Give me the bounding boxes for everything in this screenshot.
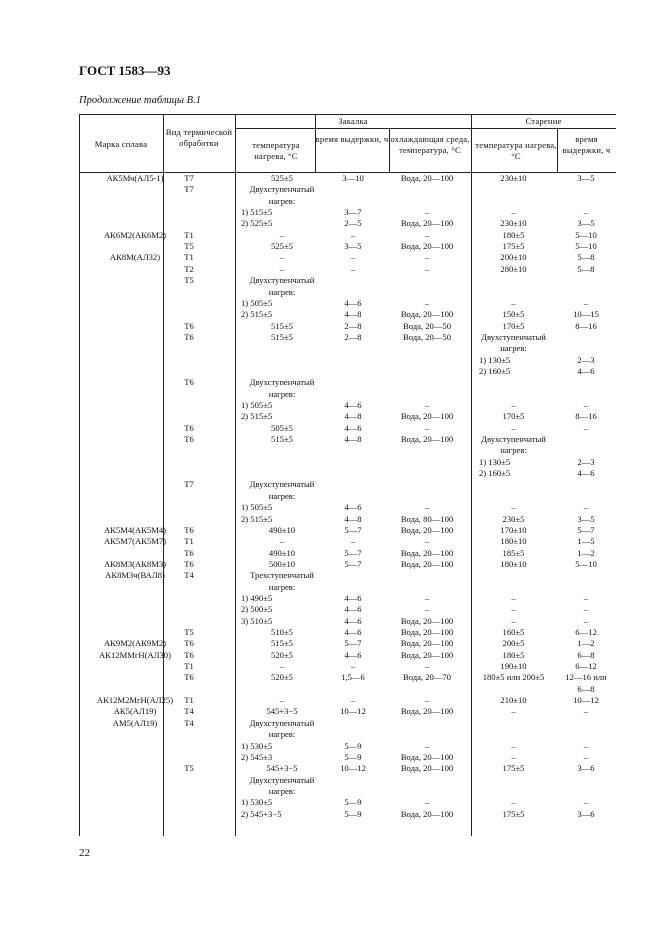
cell-quench-time: 2—8 (344, 320, 362, 331)
cell-quench-time: – (350, 252, 356, 263)
cell-treatment: Т5 (184, 763, 194, 774)
header-alloy: Марка сплава (94, 139, 148, 149)
cell-aging-temp: – (511, 740, 516, 751)
cell-treatment: Т1 (184, 229, 194, 240)
cell-quench-temp: 2) 545+3−5 (241, 808, 282, 819)
cell-alloy: АК12М2МгН(АЛ25) (96, 695, 174, 706)
cell-aging-temp: – (511, 751, 516, 762)
cell-aging-time: 2—3 (577, 354, 595, 365)
cell-aging-time: 1—2 (577, 547, 595, 558)
cell-quench-medium: – (424, 604, 430, 615)
cell-quench-time: 4—8 (344, 309, 362, 320)
cell-aging-time: – (583, 604, 589, 615)
cell-aging-time: 6—8 (577, 683, 595, 694)
cell-quench-temp: Трехступенчатый (250, 570, 314, 581)
cell-quench-time: 4—8 (344, 513, 362, 524)
cell-aging-temp: 170±5 (502, 320, 525, 331)
cell-quench-temp: Двухступенчатый (249, 717, 315, 728)
cell-quench-time: 4—6 (344, 502, 362, 513)
cell-treatment: Т6 (184, 672, 194, 683)
cell-quench-time: 4—6 (344, 649, 362, 660)
table-top-border (79, 114, 616, 115)
cell-quench-medium: – (424, 400, 430, 410)
cell-aging-temp: Двухступенчатый (481, 434, 546, 445)
cell-quench-medium: – (424, 422, 430, 433)
cell-quench-temp: 515±5 (271, 638, 293, 649)
cell-aging-time: 3—5 (577, 513, 595, 524)
cell-aging-temp: 170±10 (500, 524, 527, 535)
cell-aging-time: 6—12 (575, 661, 597, 672)
cell-quench-time: 5—9 (344, 808, 362, 819)
cell-quench-time: 4—6 (344, 604, 362, 615)
cell-aging-time: 6—8 (577, 649, 595, 660)
column-divider (235, 114, 236, 836)
cell-treatment: Т5 (184, 627, 194, 637)
cell-quench-medium: Вода, 80—100 (400, 513, 454, 524)
cell-aging-time: 1—2 (577, 638, 595, 649)
cell-treatment: Т6 (184, 422, 194, 433)
cell-quench-time: 5—7 (344, 558, 362, 569)
cell-treatment: Т7 (184, 173, 194, 183)
cell-quench-temp: – (279, 536, 285, 547)
cell-quench-time: 3—5 (344, 241, 362, 252)
cell-quench-temp: 1) 515±5 (241, 207, 273, 218)
cell-quench-medium: Вода, 20—100 (400, 434, 454, 445)
cell-quench-time: 4—6 (344, 615, 362, 626)
cell-quench-medium: Вода, 20—50 (402, 331, 452, 342)
cell-quench-temp: нагрев: (268, 785, 296, 796)
cell-aging-time: 10—15 (573, 309, 599, 320)
cell-quench-temp: Двухступенчатый (249, 184, 315, 195)
cell-quench-temp: 2) 525±5 (241, 218, 273, 229)
cell-quench-temp: нагрев: (268, 729, 296, 740)
cell-quench-time: – (350, 536, 356, 547)
cell-quench-temp: – (279, 661, 285, 672)
cell-aging-temp: – (511, 604, 516, 615)
cell-quench-temp: 545+3−5 (266, 763, 298, 774)
cell-quench-temp: нагрев: (268, 195, 296, 206)
cell-aging-temp: 230±10 (500, 173, 527, 183)
cell-aging-time: – (583, 751, 589, 762)
cell-quench-temp: Двухступенчатый (249, 377, 315, 388)
cell-quench-medium: Вода, 20—70 (402, 672, 452, 683)
cell-aging-temp: 190±10 (500, 661, 527, 672)
cell-aging-temp: нагрев: (500, 343, 527, 354)
cell-aging-temp: 230±5 (502, 513, 525, 524)
cell-quench-medium: Вода, 20—100 (400, 218, 454, 229)
cell-aging-time: 5—10 (575, 558, 597, 569)
cell-quench-time: 1,5—6 (341, 672, 365, 683)
cell-aging-time: – (583, 297, 589, 308)
cell-treatment: Т5 (184, 241, 194, 252)
cell-aging-temp: 200±10 (500, 252, 527, 263)
cell-aging-temp: 180±10 (500, 558, 527, 569)
cell-aging-temp: 180±5 или 200±5 (482, 672, 545, 683)
cell-quench-medium: Вода, 20—100 (400, 411, 454, 422)
cell-aging-time: 4—6 (577, 365, 595, 376)
cell-alloy: АК8М3(АК8М3) (103, 558, 167, 569)
cell-aging-temp: 180±10 (500, 536, 527, 547)
cell-quench-time: 5—9 (344, 751, 362, 762)
cell-quench-medium: – (424, 263, 430, 274)
cell-quench-temp: 505±5 (271, 422, 293, 433)
cell-quench-temp: 515±5 (271, 434, 293, 445)
cell-aging-temp: – (511, 297, 516, 308)
cell-aging-temp: 200±5 (502, 638, 525, 649)
cell-aging-temp: 2) 160±5 (479, 468, 511, 479)
cell-alloy: АК6М2(АК6М2) (103, 229, 167, 240)
cell-treatment: Т7 (184, 184, 194, 195)
cell-quench-time: 4—6 (344, 592, 362, 603)
cell-quench-temp: нагрев: (268, 581, 296, 592)
cell-quench-medium: Вода, 20—100 (400, 547, 454, 558)
cell-aging-temp: 175±5 (502, 763, 525, 774)
cell-aging-temp: 175±5 (502, 808, 525, 819)
cell-quench-temp: Двухступенчатый (249, 275, 315, 286)
cell-quench-temp: 490±10 (268, 524, 296, 535)
cell-aging-temp: нагрев: (500, 445, 527, 456)
cell-aging-temp: 185±5 (502, 547, 525, 558)
cell-treatment: Т2 (184, 263, 194, 274)
cell-aging-time: – (583, 207, 589, 218)
cell-alloy: АК5М7(АК5М7) (103, 536, 167, 547)
page-number: 22 (79, 847, 90, 859)
cell-quench-time: 4—8 (344, 411, 362, 422)
cell-quench-time: 2—8 (344, 331, 362, 342)
cell-quench-medium: – (424, 502, 430, 513)
cell-alloy: АК5Мч(АЛ5-1) (106, 173, 164, 183)
cell-aging-temp: – (511, 207, 516, 218)
cell-aging-time: 3—5 (577, 218, 595, 229)
cell-quench-temp: нагрев: (268, 388, 296, 399)
cell-aging-temp: 230±10 (500, 218, 527, 229)
cell-quench-time: – (350, 661, 356, 672)
cell-quench-medium: Вода, 20—50 (402, 320, 452, 331)
cell-treatment: Т6 (184, 524, 194, 535)
cell-aging-temp: – (511, 592, 516, 603)
cell-quench-medium: – (424, 536, 430, 547)
cell-quench-temp: 3) 510±5 (241, 615, 273, 626)
cell-aging-time: 3—5 (577, 173, 595, 183)
cell-quench-temp: 490±10 (268, 547, 296, 558)
cell-treatment: Т6 (184, 638, 194, 649)
cell-quench-temp: Двухступенчатый (249, 479, 315, 490)
cell-quench-medium: Вода, 20—100 (400, 627, 454, 637)
cell-quench-time: 4—6 (344, 627, 362, 637)
cell-quench-temp: 1) 530±5 (241, 740, 273, 751)
cell-quench-temp: 1) 530±5 (241, 797, 273, 808)
cell-aging-temp: – (511, 422, 516, 433)
cell-aging-time: – (583, 502, 589, 513)
cell-treatment: Т4 (184, 717, 194, 728)
cell-quench-temp: 500±10 (268, 558, 296, 569)
cell-quench-time: 3—10 (342, 173, 364, 183)
cell-quench-medium: – (424, 797, 430, 808)
cell-aging-temp: 1) 130±5 (479, 354, 511, 365)
cell-quench-time: 5—7 (344, 547, 362, 558)
cell-quench-time: – (350, 263, 356, 274)
cell-aging-time: – (583, 592, 589, 603)
cell-quench-medium: Вода, 20—100 (400, 706, 454, 717)
cell-quench-time: 10—12 (340, 706, 366, 717)
cell-quench-time: 5—7 (344, 524, 362, 535)
cell-aging-time: 5—8 (577, 263, 595, 274)
cell-aging-temp: – (511, 706, 516, 717)
cell-quench-medium: – (424, 252, 430, 263)
header-quench-time: время выдержки, ч (315, 134, 389, 144)
cell-quench-temp: 2) 515±5 (241, 411, 273, 422)
cell-aging-time: 5—10 (575, 229, 597, 240)
cell-aging-time: 8—16 (575, 320, 597, 331)
cell-aging-time: 12—16 или (565, 672, 607, 683)
cell-aging-temp: 150±5 (502, 309, 525, 320)
table-caption: Продолжение таблицы В.1 (79, 95, 201, 106)
cell-quench-temp: 525±5 (271, 173, 293, 183)
cell-treatment: Т6 (184, 558, 194, 569)
header-quench-temp: температура нагрева, °С (252, 140, 300, 161)
cell-aging-time: 3—6 (577, 808, 595, 819)
cell-aging-temp: 210±10 (500, 695, 527, 706)
cell-quench-time: 4—8 (344, 434, 362, 445)
cell-treatment: Т7 (184, 479, 194, 490)
data-table (79, 114, 616, 836)
cell-alloy: АМ5(АЛ19) (112, 717, 158, 728)
cell-aging-time: 8—16 (575, 411, 597, 422)
cell-aging-temp: – (511, 615, 516, 626)
header-quench-medium: охлаждающая среда, температура, °С (390, 134, 470, 155)
cell-quench-temp: 515±5 (271, 320, 293, 331)
cell-aging-time: 5—10 (575, 241, 597, 252)
cell-quench-temp: 520±5 (271, 649, 293, 660)
cell-aging-time: 5—8 (577, 252, 595, 263)
cell-aging-time: 2—3 (577, 456, 595, 467)
cell-aging-temp: 175±5 (502, 241, 525, 252)
cell-quench-temp: 525±5 (271, 241, 293, 252)
cell-treatment: Т6 (184, 434, 194, 445)
cell-quench-temp: – (279, 695, 285, 706)
cell-aging-time: 1—5 (577, 536, 595, 547)
cell-aging-temp: – (511, 797, 516, 808)
cell-quench-time: 4—6 (344, 297, 362, 308)
cell-aging-time: – (583, 706, 589, 717)
cell-treatment: Т6 (184, 331, 194, 342)
cell-quench-temp: 2) 500±5 (241, 604, 273, 615)
cell-quench-medium: Вода, 20—100 (400, 763, 454, 774)
cell-aging-time: 6—12 (575, 627, 597, 637)
cell-quench-temp: 515±5 (271, 331, 293, 342)
cell-treatment: Т1 (184, 695, 194, 706)
cell-quench-medium: Вода, 20—100 (400, 173, 454, 183)
cell-treatment: Т1 (184, 252, 194, 263)
cell-alloy: АК12ММгН(АЛ30) (99, 649, 171, 660)
cell-quench-time: 3—7 (344, 207, 362, 218)
header-group-divider (235, 128, 616, 129)
cell-treatment: Т6 (184, 547, 194, 558)
cell-quench-temp: Двухступенчатый (249, 774, 315, 785)
cell-quench-time: – (350, 229, 356, 240)
cell-quench-medium: Вода, 20—100 (400, 649, 454, 660)
cell-aging-temp: 180±5 (502, 229, 525, 240)
cell-aging-temp: Двухступенчатый (481, 331, 546, 342)
cell-aging-time: – (583, 740, 589, 751)
cell-aging-temp: 180±5 (502, 649, 525, 660)
cell-quench-medium: Вода, 20—100 (400, 558, 454, 569)
cell-treatment: Т6 (184, 649, 194, 660)
cell-alloy: АК8М3ч(ВАЛ8) (105, 570, 165, 581)
cell-alloy: АК8М(АЛ32) (109, 252, 161, 263)
document-code: ГОСТ 1583—93 (79, 63, 171, 78)
cell-quench-time: 10—12 (340, 763, 366, 774)
cell-treatment: Т6 (184, 377, 194, 388)
cell-quench-medium: – (424, 592, 430, 603)
header-quench-group: Закалка (338, 116, 368, 126)
cell-aging-time: – (583, 422, 589, 433)
cell-alloy: АК5М4(АК5М4) (103, 524, 167, 535)
cell-quench-medium: Вода, 20—100 (400, 751, 454, 762)
cell-aging-temp: 1) 130±5 (479, 456, 511, 467)
cell-aging-temp: 280±10 (500, 263, 527, 274)
cell-quench-temp: 1) 490±5 (241, 592, 273, 603)
cell-quench-medium: – (424, 297, 430, 308)
cell-treatment: Т4 (184, 570, 194, 581)
cell-quench-medium: Вода, 20—100 (400, 615, 454, 626)
cell-quench-temp: нагрев: (268, 490, 296, 501)
header-treatment: Вид термической обработки (165, 127, 233, 148)
cell-quench-medium: Вода, 20—100 (400, 309, 454, 320)
cell-quench-temp: 545+3−5 (266, 706, 298, 717)
cell-quench-temp: 2) 515±5 (241, 513, 273, 524)
cell-aging-time: – (583, 400, 589, 410)
cell-aging-temp: – (511, 400, 516, 410)
header-aging-time: время выдержки, ч (562, 134, 611, 155)
cell-quench-medium: Вода, 20—100 (400, 808, 454, 819)
cell-aging-time: 4—6 (577, 468, 595, 479)
cell-quench-medium: – (424, 740, 430, 751)
cell-quench-medium: – (424, 207, 430, 218)
header-aging-temp: температура нагрева, °С (475, 140, 557, 161)
cell-quench-temp: 2) 545±3 (241, 751, 273, 762)
cell-quench-time: – (350, 695, 356, 706)
cell-treatment: Т1 (184, 536, 194, 547)
cell-aging-time: 3—6 (577, 763, 595, 774)
cell-aging-time: – (583, 615, 589, 626)
cell-aging-temp: 2) 160±5 (479, 365, 511, 376)
cell-quench-medium: – (424, 695, 430, 706)
cell-quench-temp: нагрев: (268, 286, 296, 297)
cell-alloy: АК5(АЛ19) (113, 706, 157, 717)
cell-quench-medium: – (424, 661, 430, 672)
cell-treatment: Т5 (184, 275, 194, 286)
cell-quench-temp: 1) 505±5 (241, 400, 273, 410)
cell-aging-time: 10—12 (573, 695, 599, 706)
cell-aging-temp: – (511, 502, 516, 513)
cell-quench-time: 5—9 (344, 740, 362, 751)
cell-quench-temp: 1) 505±5 (241, 297, 273, 308)
cell-treatment: Т6 (184, 320, 194, 331)
cell-quench-medium: Вода, 20—100 (400, 241, 454, 252)
cell-aging-temp: 160±5 (502, 627, 525, 637)
cell-quench-temp: – (279, 252, 285, 263)
cell-quench-time: 4—6 (344, 422, 362, 433)
cell-quench-temp: – (279, 229, 285, 240)
cell-alloy: АК9М2(АК9М2) (103, 638, 167, 649)
cell-treatment: Т1 (184, 661, 194, 672)
cell-quench-temp: 1) 505±5 (241, 502, 273, 513)
cell-quench-temp: 520±5 (271, 672, 293, 683)
cell-quench-medium: Вода, 20—100 (400, 638, 454, 649)
cell-quench-time: 4—6 (344, 400, 362, 410)
cell-aging-time: – (583, 797, 589, 808)
cell-quench-medium: Вода, 20—100 (400, 524, 454, 535)
cell-quench-medium: – (424, 229, 430, 240)
cell-quench-time: 5—7 (344, 638, 362, 649)
cell-aging-temp: 170±5 (502, 411, 525, 422)
cell-quench-temp: – (279, 263, 285, 274)
cell-treatment: Т4 (184, 706, 194, 717)
header-aging-group: Старение (525, 116, 562, 126)
cell-quench-time: 2—5 (344, 218, 362, 229)
cell-quench-temp: 2) 515±5 (241, 309, 273, 320)
cell-aging-time: 5—7 (577, 524, 595, 535)
cell-quench-temp: 510±5 (271, 627, 293, 637)
cell-quench-time: 5—9 (344, 797, 362, 808)
